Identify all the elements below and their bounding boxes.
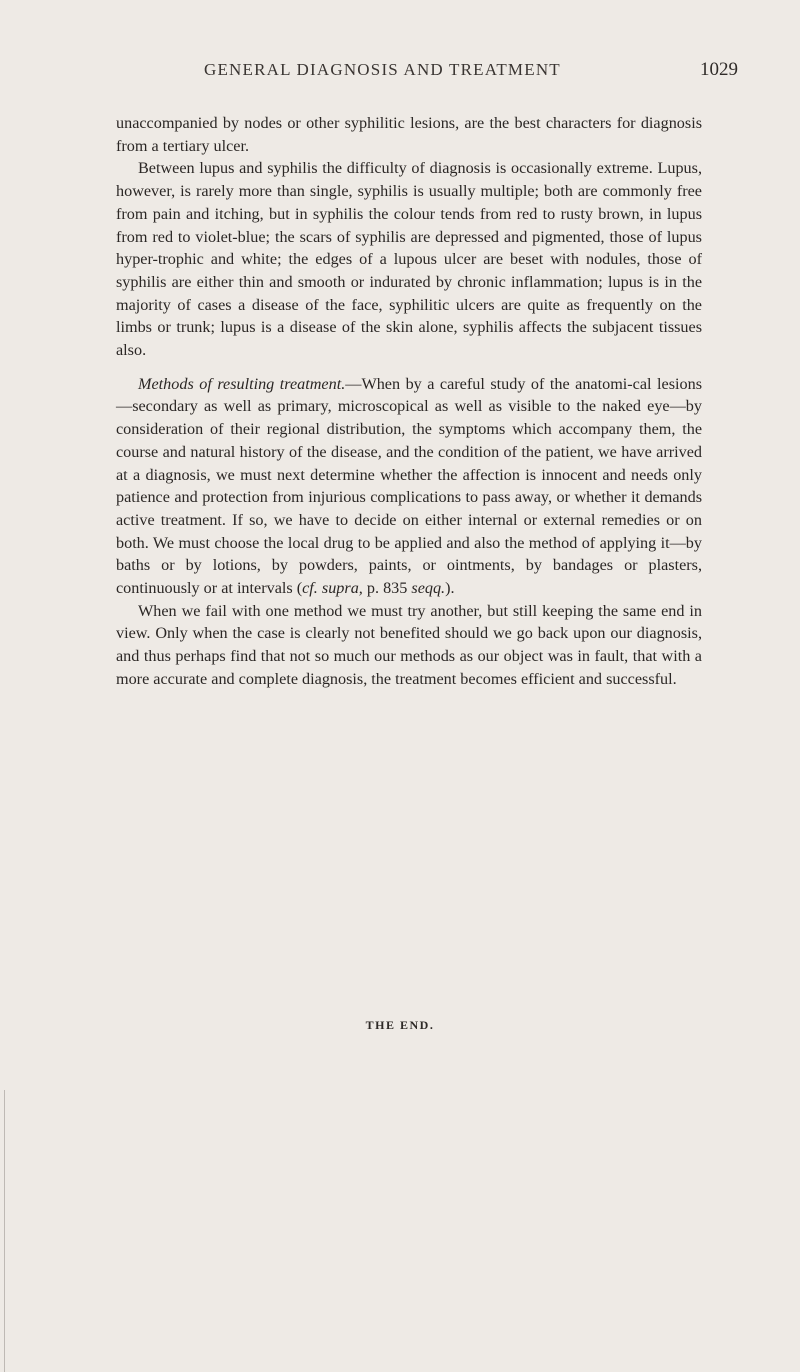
end-mark: THE END.: [365, 1018, 435, 1032]
cross-reference-page: p. 835: [362, 579, 412, 598]
paragraph-continuation: unaccompanied by nodes or other syphilitic lesions, are the best characters for diagnosis from a tertiary ulcer.: [116, 114, 702, 155]
section-heading: Methods of resulting treatment.: [138, 374, 346, 393]
running-head: GENERAL DIAGNOSIS AND TREATMENT: [204, 60, 561, 79]
cross-reference: cf. supra,: [302, 579, 363, 598]
cross-reference-close: ).: [445, 579, 455, 598]
body-text: [116, 112, 702, 691]
paragraph-closing: When we fail with one method we must try another, but still keeping the same end in view. Only when the case is clearly not benefited should we go back upon our diagnosis, and thus perhaps find that not so much our methods as our object was in fault, that with a more accurate and complete diagnosis, the treatment becomes efficient and successful.: [116, 601, 702, 688]
paragraph-methods-text: —When by a careful study of the anatomi-cal lesions—secondary as well as primary, microscopical as well as visible to the naked eye—by consideration of their regional distribution, the symptoms which accompany them, the course and natural history of the disease, and the condition of the patient, we have arrived at a diagnosis, we must next determine whether the affection is innocent and needs only patience and protection from injurious complications to pass away, or whether it demands active treatment. If so, we have to decide on either internal or external remedies or on both. We must choose the local drug to be applied and also the method of applying it—by baths or by lotions, by powders, paints, or ointments, by bandages or plasters, continuously or at intervals (: [116, 374, 703, 598]
paragraph-methods-of-treatment: [116, 373, 702, 600]
page-number: 1029: [700, 59, 738, 80]
paragraph-lupus-syphilis: Between lupus and syphilis the difficulty of diagnosis is occasionally extreme. Lupus, however, is rarely more than single, syphilis is usually multiple; both are commonly free from pain and itching, but in syphilis the colour tends from red to rusty brown, in lupus from red to violet-blue; the scars of syphilis are depressed and pigmented, those of lupus hyper-trophic and white; the edges of a lupous ulcer are beset with nodules, those of syphilis are either thin and smooth or indurated by chronic inflammation; lupus is in the majority of cases a disease of the face, syphilitic ulcers are quite as frequently on the limbs or trunk; lupus is a disease of the skin alone, syphilis affects the subjacent tissues also.: [116, 159, 702, 360]
page-edge-line: [4, 1090, 5, 1372]
cross-reference-seqq: seqq.: [411, 579, 446, 598]
